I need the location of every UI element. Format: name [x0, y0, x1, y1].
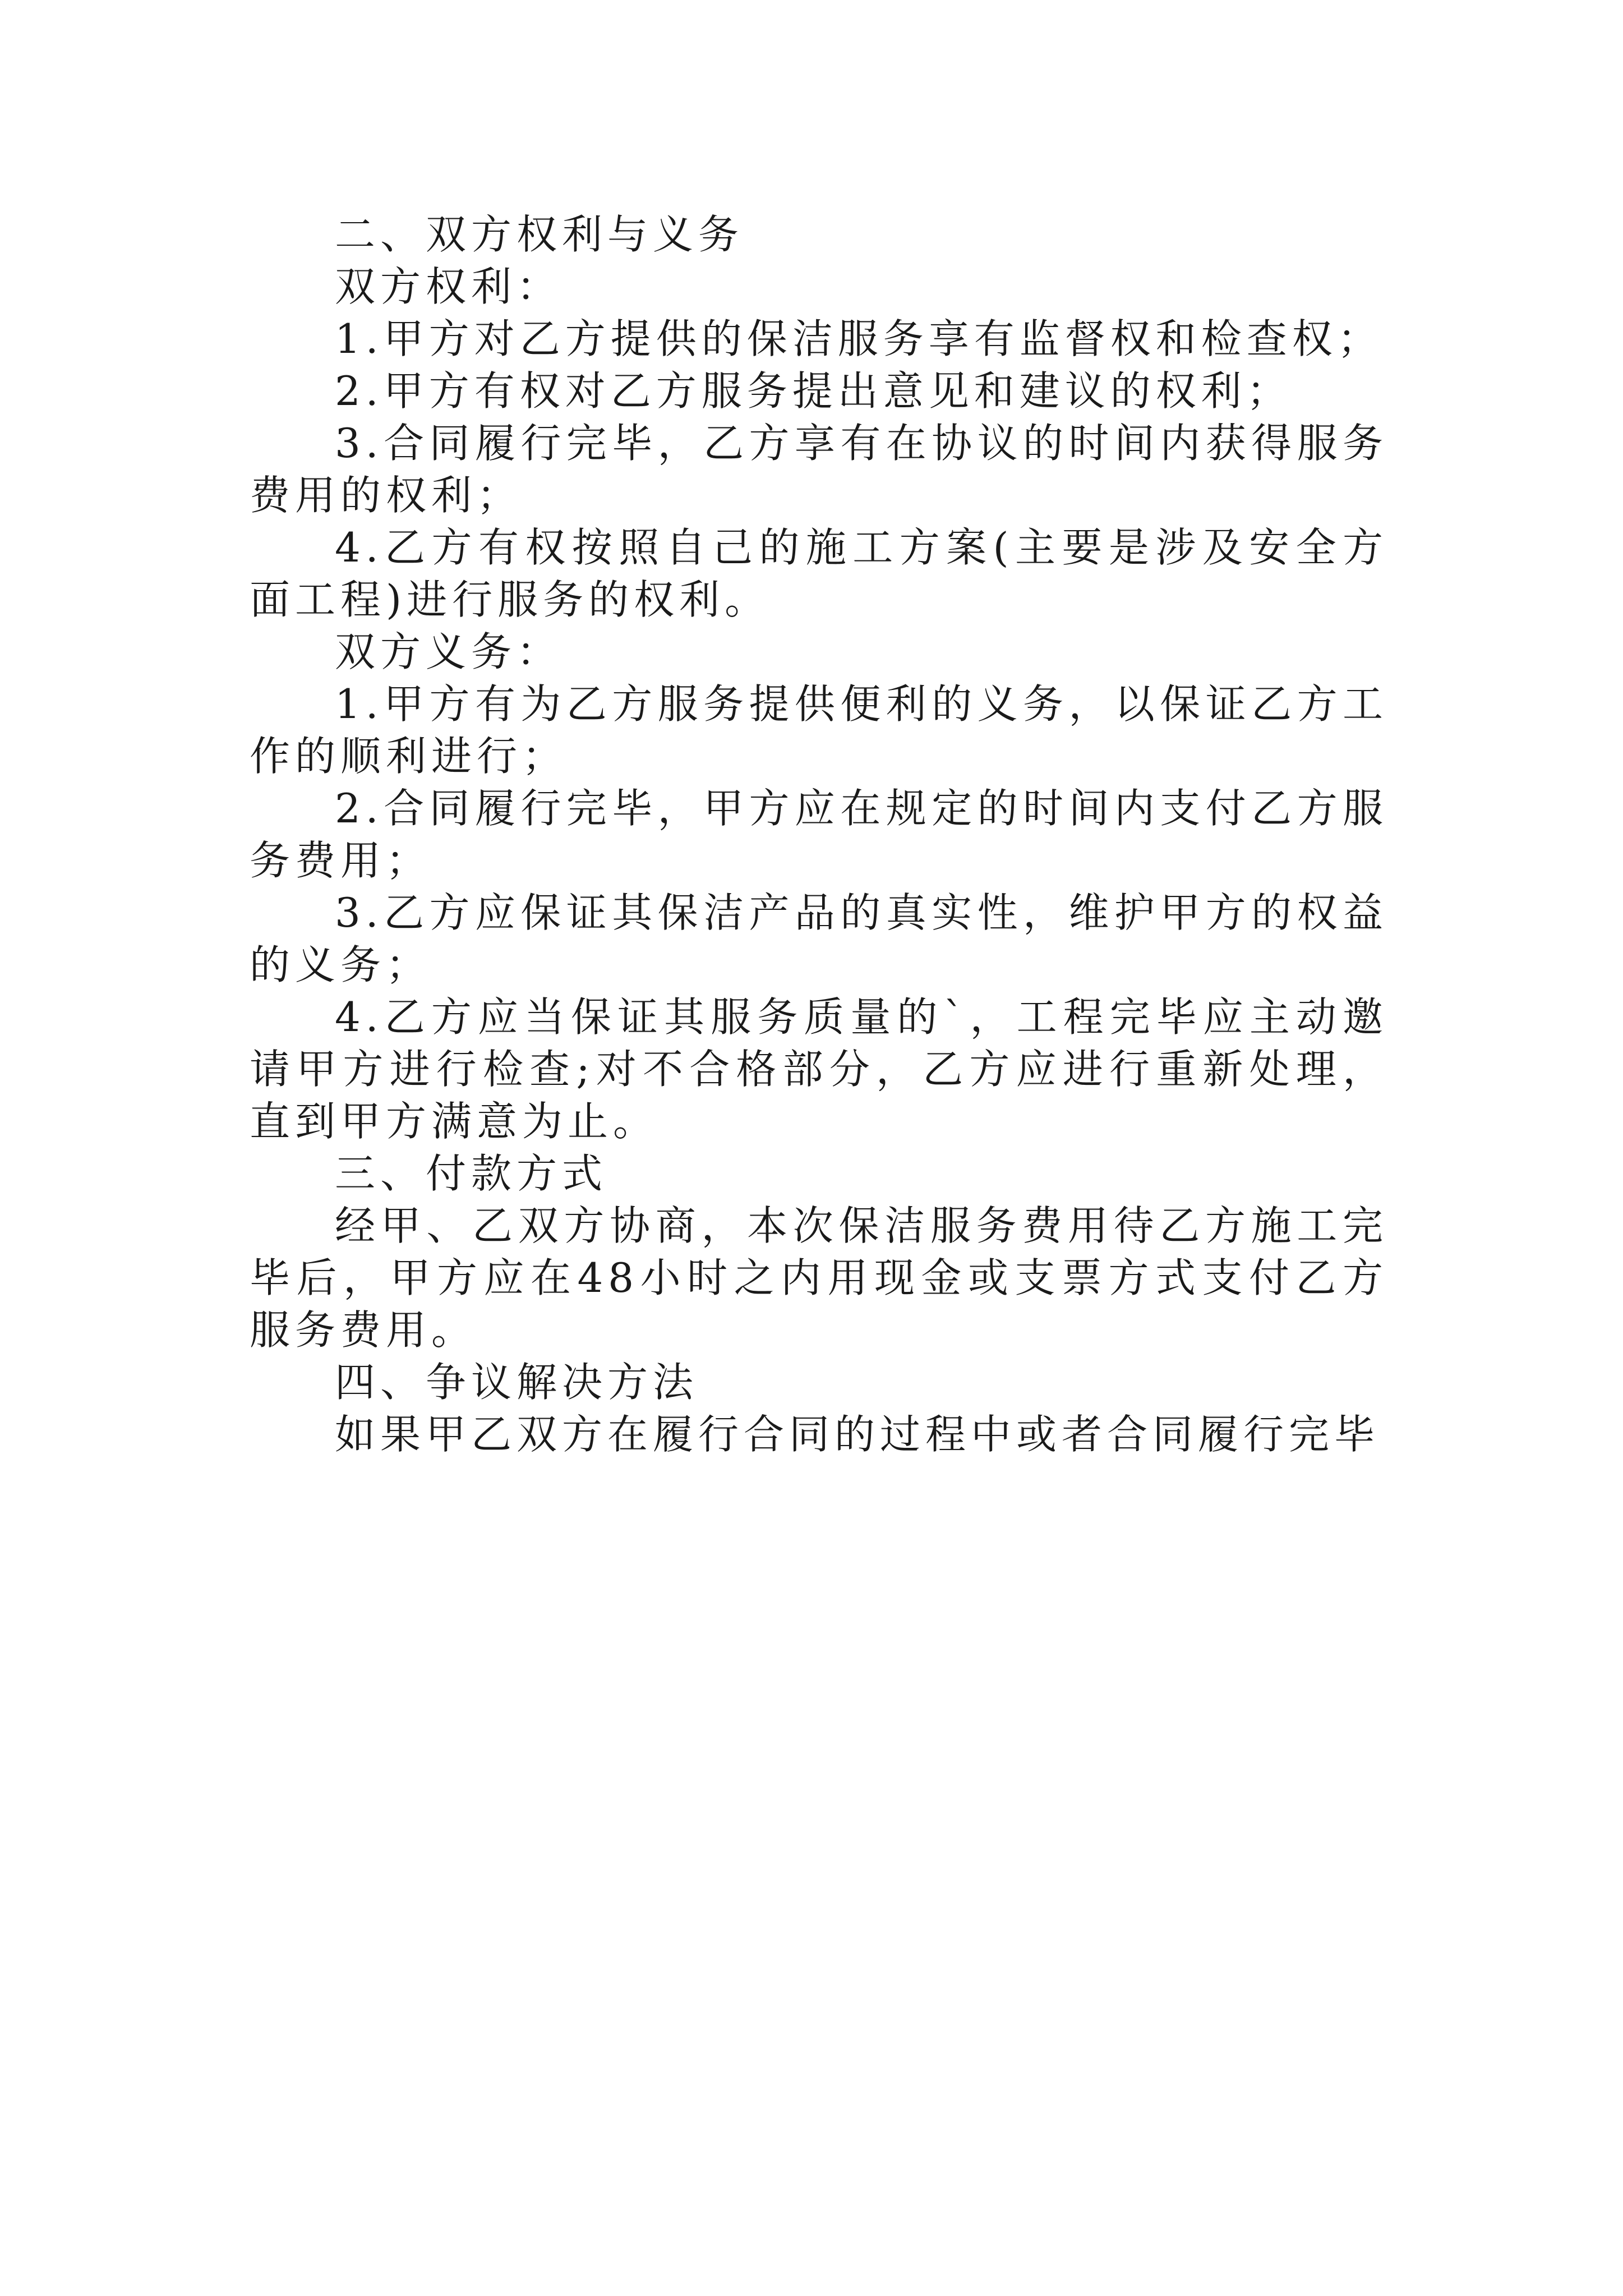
section-heading: 四、争议解决方法 — [335, 1359, 699, 1406]
clause-paragraph: 4.乙方应当保证其服务质量的`，工程完毕应主动邀请甲方进行检查;对不合格部分，乙方应进行重新处理，直到甲方满意为止。 — [250, 993, 1388, 1145]
clause-paragraph: 3.合同履行完毕，乙方享有在协议的时间内获得服务费用的权利； — [250, 420, 1388, 519]
clause-paragraph: 3.乙方应保证其保洁产品的真实性，维护甲方的权益的义务； — [250, 889, 1388, 988]
clause-paragraph: 2.合同履行完毕，甲方应在规定的时间内支付乙方服务费用； — [250, 785, 1388, 884]
subsection-heading: 双方义务： — [335, 628, 562, 675]
body-paragraph: 经甲、乙双方协商，本次保洁服务费用待乙方施工完毕后，甲方应在48小时之内用现金或支票方式支付乙方服务费用。 — [250, 1202, 1388, 1354]
document-body — [250, 209, 1388, 1461]
clause-paragraph: 4.乙方有权按照自己的施工方案(主要是涉及安全方面工程)进行服务的权利。 — [250, 524, 1388, 623]
clause-paragraph: 1.甲方对乙方提供的保洁服务享有监督权和检查权； — [335, 315, 1383, 362]
section-heading: 三、付款方式 — [335, 1150, 608, 1197]
section-heading: 二、双方权利与义务 — [335, 211, 744, 258]
subsection-heading: 双方权利： — [335, 263, 562, 310]
clause-paragraph: 2.甲方有权对乙方服务提出意见和建议的权利； — [335, 367, 1292, 415]
clause-paragraph: 1.甲方有为乙方服务提供便利的义务，以保证乙方工作的顺利进行； — [250, 680, 1388, 780]
body-paragraph: 如果甲乙双方在履行合同的过程中或者合同履行完毕 — [335, 1411, 1380, 1458]
